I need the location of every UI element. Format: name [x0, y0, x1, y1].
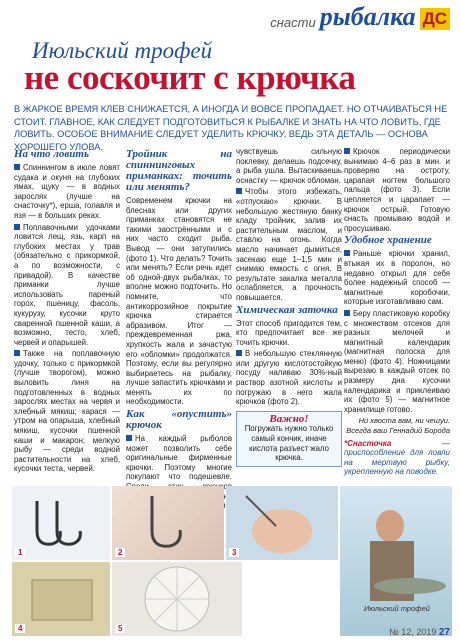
important-note [236, 411, 342, 467]
bullet-icon [344, 148, 350, 154]
bullet-icon [126, 435, 132, 441]
photo-sharpening [112, 486, 224, 560]
section-small: снасти [270, 15, 316, 30]
magazine-logo: ДС [420, 8, 450, 30]
subheading: На что ловить [14, 148, 90, 160]
footnote: *Снасточка — приспособление для ловли на мертвую рыбку, укрепленную на поводке. [344, 438, 450, 477]
issue-number: № 12, 2019 [389, 627, 437, 637]
note-title: Важно! [269, 412, 309, 425]
bullet-icon [14, 224, 20, 230]
photo-number: 3 [229, 548, 239, 557]
paragraph: Раньше крючки хранил, втыкая их в поролон, но недавно открыл для себя более надежный способ — магнитные коробочки, которые изготавливаю сам. [344, 249, 450, 307]
hook-icon [12, 486, 110, 560]
page-footer [389, 627, 450, 638]
paragraph: В небольшую стеклянную или другую кислотостойкую посуду наливаю 30%-ный раствор азотной кислоты и погружаю в него жала крючков (фото 2). [236, 349, 342, 407]
photo-magnet-strip [12, 562, 110, 636]
column-3 [236, 147, 342, 467]
subheading: Удобное хранение [344, 234, 432, 247]
paragraph: чувствуешь сильную поклевку, делаешь подсечку, а рыба ушла. Вытаскиваешь оснастку — крючок обломан. [236, 147, 342, 185]
column-2 [126, 147, 232, 522]
paragraph: Современем крючки на блеснах или других приманках становятся не такими заострёнными и с них часто сходит рыба. Вывод — они затупились (фото 1). Что делать? Точить или менять? Если речь идет об одной-двух рыбалках, то вполне можно подточить. Но помните, что антикоррозийное покрытие крючка стирается абразивом. Итог — преждевременная ржа, хрупкость жала и зачастую его «обломки» продолжатся. Поэтому, если вы регулярно выбираетесь на рыбалку, лучше запастить крючками и менять их по необходимости. [126, 196, 232, 407]
photo-number: 1 [15, 548, 25, 557]
photo-angler-with-pike [340, 486, 452, 636]
paragraph: Беру пластиковую коробку с множеством отсеков для разных мелочей и магнитный календарик (магнитная полоска для меню) (фото 4). Ножницами вырезаю в каждый отсек по размеру дна кусочки календарика и приклеиваю их (фото 5) — магнитное хранилище готово. [344, 308, 450, 414]
bullet-icon [236, 188, 242, 194]
photo-number: 5 [115, 624, 125, 633]
finger-icon [226, 486, 338, 560]
rubric-header [270, 4, 450, 30]
photo-hook-box [112, 562, 242, 636]
paragraph: Поплавочными удочками ловится лещ, язь, карп на глубоких местах у трав (обязательно с прикормкой, а по возможности, с привадой). В качестве приманки лучше использовать пареный горох, пшеницу, фасоль, кукурузу, кусочки круто сваренной пшенной каши, а возможно, тесто, хлеб, червей и опарышей. [14, 222, 120, 347]
hook-icon [112, 486, 224, 560]
bullet-icon [14, 350, 20, 356]
bullet-icon [14, 164, 20, 170]
bullet-icon [344, 250, 350, 256]
paragraph: Также на поплавочную удочку, только с прикормкой (лучше творогом), можно выловить линя на подготовленных в водных зарослях местах на червя и хлебный мякиш; карася — утром на опарыша, хлебный мякиш, кусочки пшенной каши и макарон; мелкую рыбу — среди водной растительности на хлеб, кусочки теста, червей. [14, 349, 120, 474]
paragraph: На каждый рыболов может позволить себе оригинальные фирменные крючки. Поэтому многие покупают что подешевле. [126, 434, 232, 482]
bullet-icon [236, 350, 242, 356]
note-text: Погружать нужно только самый кончик, иначе кислота разъест жало крючка. [244, 424, 334, 463]
photo-nail-test [226, 486, 338, 560]
photo-dull-hooks [12, 486, 110, 560]
photo-number: 4 [15, 624, 25, 633]
paragraph: Этот способ пригодится тем, кто предпочитает все же точить крючки. [236, 318, 342, 347]
paragraph: Спиннингом в июле ловят судака и окуня на глубоких ямах, щуку — в водных зарослях (лучше на снасточку*), ерша, голавля и язя — в больших реках. [14, 163, 120, 220]
paragraph: Чтобы этого избежать, «отпускаю» крючки. В небольшую жестяную банку кладу тройник, залив их растительным маслом, и ставлю на огонь. Когда масло начинает дымиться, засекаю еще 1–1,5 мин и снимаю емкость с огня. В результате закалка металла ослабляется, а прочность повышается. [236, 187, 342, 302]
subheading: Как «опустить» крючок [126, 408, 232, 432]
article-kicker: Июльский трофей [32, 38, 213, 63]
column-4 [344, 147, 450, 477]
article-title: не соскочит с крючка [24, 58, 356, 97]
author-signature: Ни хвоста вам, ни чешуи. Всегда ваш Геннадий Борода [346, 416, 450, 436]
page-number: 27 [438, 627, 450, 638]
tackle-box-icon [112, 562, 242, 636]
paragraph: Крючок периодически вынимаю 4–6 раз в мин. и проверяю на остроту, царапая ногтем большого пальца (фото 3). Если цепляется и царапает — крючок острый. Готовую снасть промываю водой и просушиваю. [344, 147, 450, 233]
photo-number: 2 [115, 548, 125, 557]
subheading: Химическая заточка [236, 303, 338, 316]
column-1 [14, 147, 120, 476]
angler-icon [340, 486, 452, 636]
subheading: Тройник на спиннинговых приманках: точить или менять? [126, 148, 232, 193]
section-title: рыбалка [319, 2, 416, 31]
magnet-strip-icon [12, 562, 110, 636]
bullet-icon [344, 310, 350, 316]
photo-caption: Июльский трофей [364, 604, 430, 613]
article-lead: В ЖАРКОЕ ВРЕМЯ КЛЕВ СНИЖАЕТСЯ, А ИНОГДА И ВОВСЕ ПРОПАДАЕТ. НО ОТЧАИВАТЬСЯ НЕ СТОИТ. ГЛАВНОЕ, КАК СЛЕДУЕТ ПОДГОТОВИТЬСЯ К РЫБАЛКЕ И ЗНАТЬ НА ЧТО ЛОВИТЬ, ГДЕ ЛОВИТЬ. ОСОБОЕ ВНИМАНИЕ СЛЕДУЕТ УДЕЛИТЬ КРЮЧКУ, ВЕДЬ ЭТА ДЕТАЛЬ — ОСНОВА ХОРОШЕГО УЛОВА. [14, 104, 448, 152]
